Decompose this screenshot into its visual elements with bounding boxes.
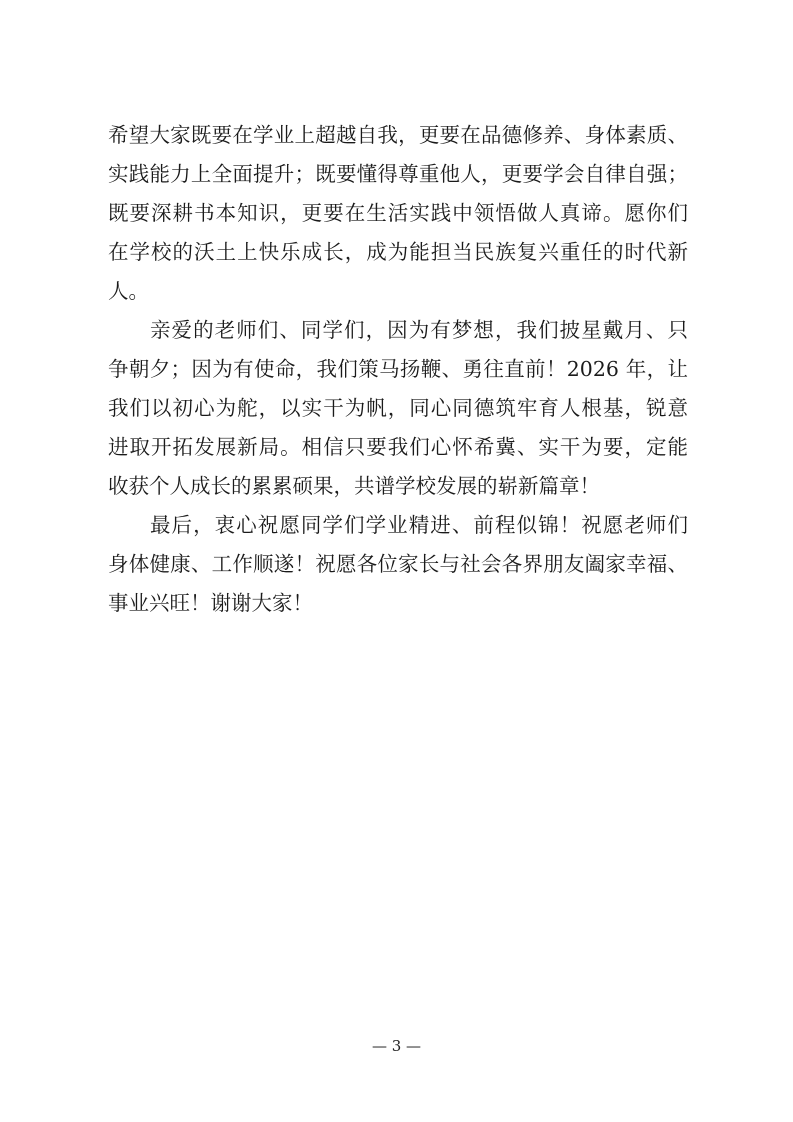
paragraph-3-line-1: 最后，衷心祝愿同学们学业精进、前程似锦！祝愿老师们	[150, 513, 688, 537]
paragraph-3-line-3: 事业兴旺！谢谢大家！	[108, 591, 313, 615]
paragraph-2-line-4: 进取开拓发展新局。相信只要我们心怀希冀、实干为要，定能	[108, 435, 688, 459]
paragraph-1-line-5: 人。	[108, 279, 149, 303]
paragraph-2-line-5: 收获个人成长的累累硕果，共谱学校发展的崭新篇章！	[108, 474, 600, 498]
paragraph-1-line-2: 实践能力上全面提升；既要懂得尊重他人，更要学会自律自强；	[108, 162, 688, 186]
paragraph-1-line-3: 既要深耕书本知识，更要在生活实践中领悟做人真谛。愿你们	[108, 201, 688, 225]
paragraph-2-line-2: 争朝夕；因为有使命，我们策马扬鞭、勇往直前！2026 年，让	[108, 357, 688, 381]
paragraph-3-line-2: 身体健康、工作顺遂！祝愿各位家长与社会各界朋友阖家幸福、	[108, 552, 688, 576]
page-number: — 3 —	[371, 1037, 422, 1055]
paragraph-1-line-1: 希望大家既要在学业上超越自我，更要在品德修养、身体素质、	[108, 123, 688, 147]
paragraph-2-line-3: 我们以初心为舵，以实干为帆，同心同德筑牢育人根基，锐意	[108, 396, 688, 420]
paragraph-1-line-4: 在学校的沃土上快乐成长，成为能担当民族复兴重任的时代新	[108, 240, 688, 264]
paragraph-2-line-1: 亲爱的老师们、同学们，因为有梦想，我们披星戴月、只	[150, 318, 688, 342]
document-body	[108, 116, 688, 623]
